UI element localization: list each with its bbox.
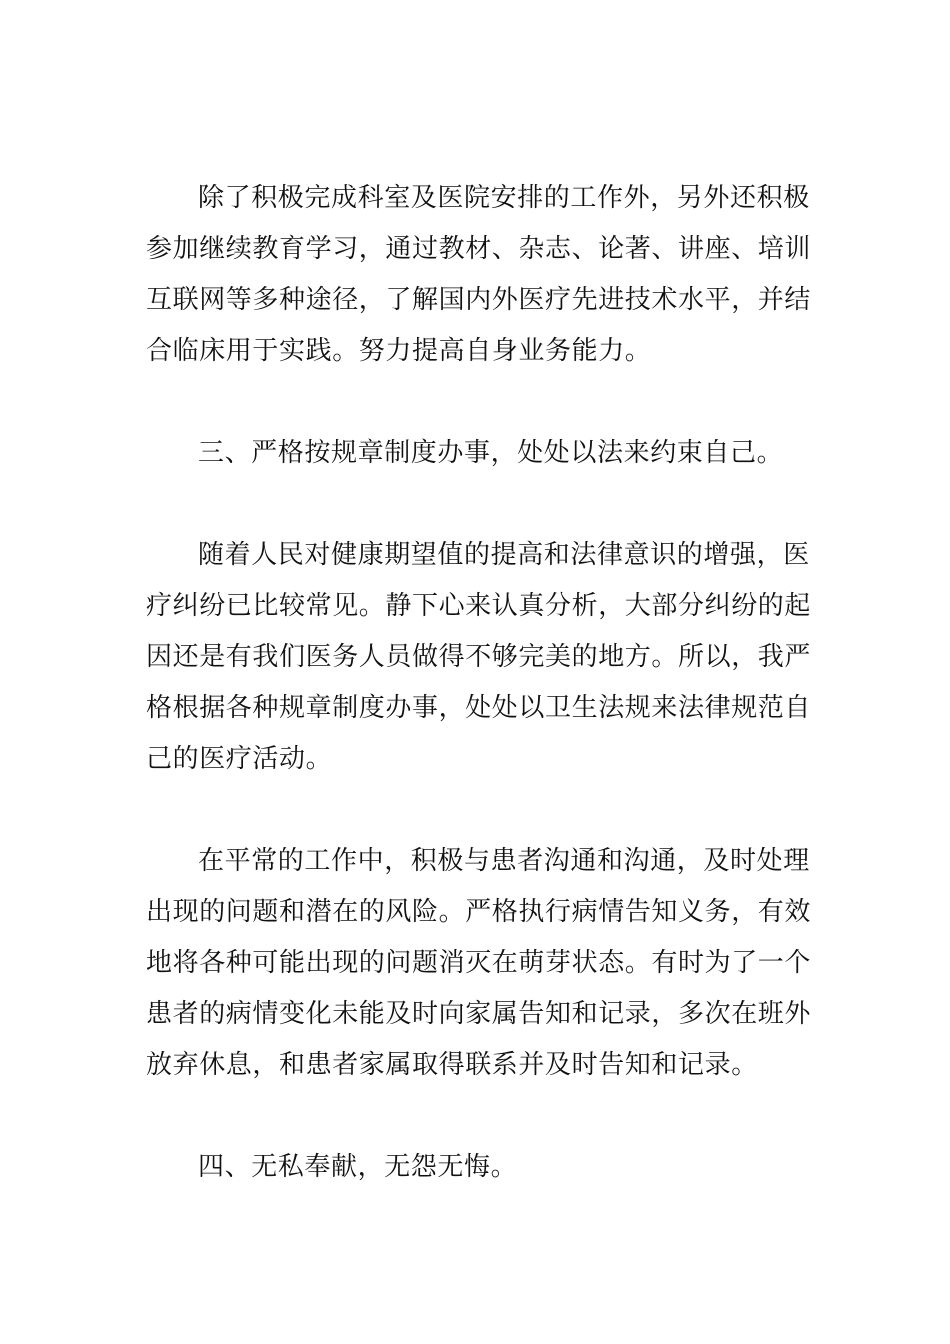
paragraph-medical-disputes [146,530,812,785]
heading-line: 三、严格按规章制度办事，处处以法来约束自己。 [198,438,784,468]
section-heading-four [146,1142,806,1193]
paragraph-line: 参加继续教育学习，通过教材、杂志、论著、讲座、培训 [146,234,812,264]
paragraph-line: 己的医疗活动。 [146,744,333,774]
paragraph-line: 格根据各种规章制度办事，处处以卫生法规来法律规范自 [146,693,812,723]
paragraph-line: 互联网等多种途径，了解国内外医疗先进技术水平，并结 [146,285,812,315]
paragraph-line: 随着人民对健康期望值的提高和法律意识的增强，医 [198,540,810,570]
paragraph-line: 患者的病情变化未能及时向家属告知和记录，多次在班外 [146,999,812,1029]
paragraph-line: 放弃休息，和患者家属取得联系并及时告知和记录。 [146,1050,758,1080]
paragraph-line: 合临床用于实践。努力提高自身业务能力。 [146,336,652,366]
paragraph-line: 疗纠纷已比较常见。静下心来认真分析，大部分纠纷的起 [146,591,812,621]
paragraph-gap [146,479,806,530]
paragraph-gap [146,377,806,428]
paragraph-line: 除了积极完成科室及医院安排的工作外，另外还积极 [198,183,810,213]
paragraph-patient-communication [146,836,812,1091]
paragraph-continuing-education [146,173,812,377]
paragraph-line: 在平常的工作中，积极与患者沟通和沟通，及时处理 [198,846,810,876]
paragraph-line: 出现的问题和潜在的风险。严格执行病情告知义务，有效 [146,897,812,927]
document-body [146,173,812,1193]
paragraph-gap [146,785,806,836]
paragraph-line: 地将各种可能出现的问题消灭在萌芽状态。有时为了一个 [146,948,812,978]
paragraph-gap [146,1091,806,1142]
section-heading-three [146,428,806,479]
paragraph-line: 因还是有我们医务人员做得不够完美的地方。所以，我严 [146,642,812,672]
heading-line: 四、无私奉献，无怨无悔。 [198,1152,518,1182]
